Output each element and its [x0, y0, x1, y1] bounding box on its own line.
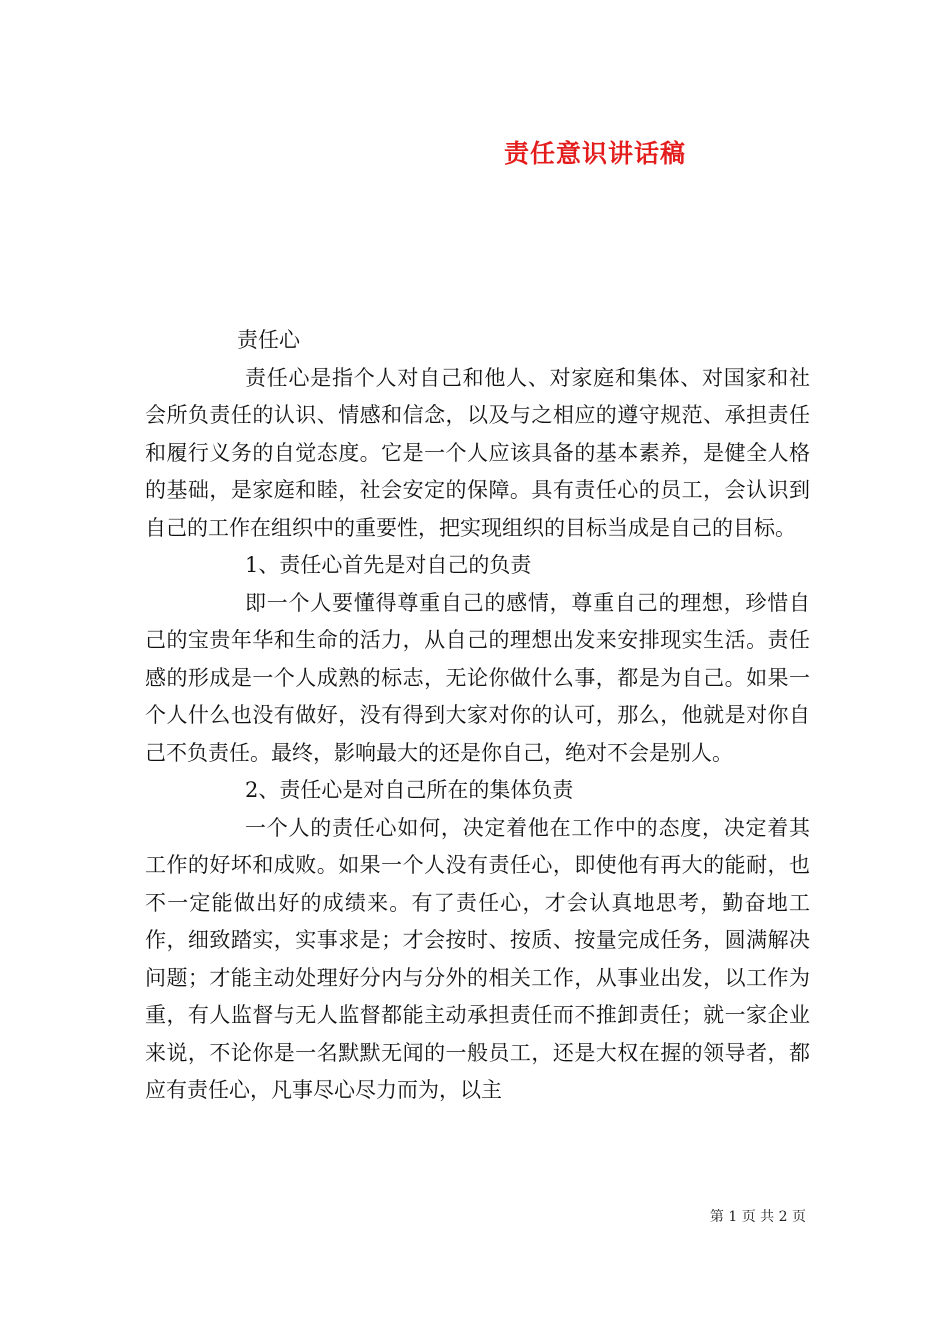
section-paragraph: 即一个人要懂得尊重自己的感情，尊重自己的理想，珍惜自己的宝贵年华和生命的活力，从自己的理想出发来安排现实生活。责任感的形成是一个人成熟的标志，无论你做什么事，都是为自己。如果一个人什么也没有做好，没有得到大家对你的认可，那么，他就是对你自己不负责任。最终，影响最大的还是你自己，绝对不会是别人。	[145, 590, 810, 765]
section-paragraph: 责任心是指个人对自己和他人、对家庭和集体、对国家和社会所负责任的认识、情感和信念，以及与之相应的遵守规范、承担责任和履行义务的自觉态度。它是一个人应该具备的基本素养，是健全人格的基础，是家庭和睦，社会安定的保障。具有责任心的员工，会认识到自己的工作在组织中的重要性，把实现组织的目标当成是自己的目标。	[145, 365, 810, 540]
section-heading: 1、责任心首先是对自己的负责	[245, 553, 532, 577]
document-title: 责任意识讲话稿	[503, 139, 686, 168]
section-paragraph: 一个人的责任心如何，决定着他在工作中的态度，决定着其工作的好坏和成败。如果一个人没有责任心，即使他有再大的能耐，也不一定能做出好的成绩来。有了责任心，才会认真地思考，勤奋地工作，细致踏实，实事求是；才会按时、按质、按量完成任务，圆满解决问题；才能主动处理好分内与分外的相关工作，从事业出发，以工作为重，有人监督与无人监督都能主动承担责任而不推卸责任；就一家企业来说，不论你是一名默默无闻的一般员工，还是大权在握的领导者，都应有责任心，凡事尽心尽力而为，以主	[145, 815, 810, 1102]
section-heading: 2、责任心是对自己所在的集体负责	[245, 778, 574, 802]
page-number: 第 1 页 共 2 页	[709, 1209, 806, 1225]
section-heading: 责任心	[237, 328, 300, 352]
document-body	[145, 322, 810, 1110]
